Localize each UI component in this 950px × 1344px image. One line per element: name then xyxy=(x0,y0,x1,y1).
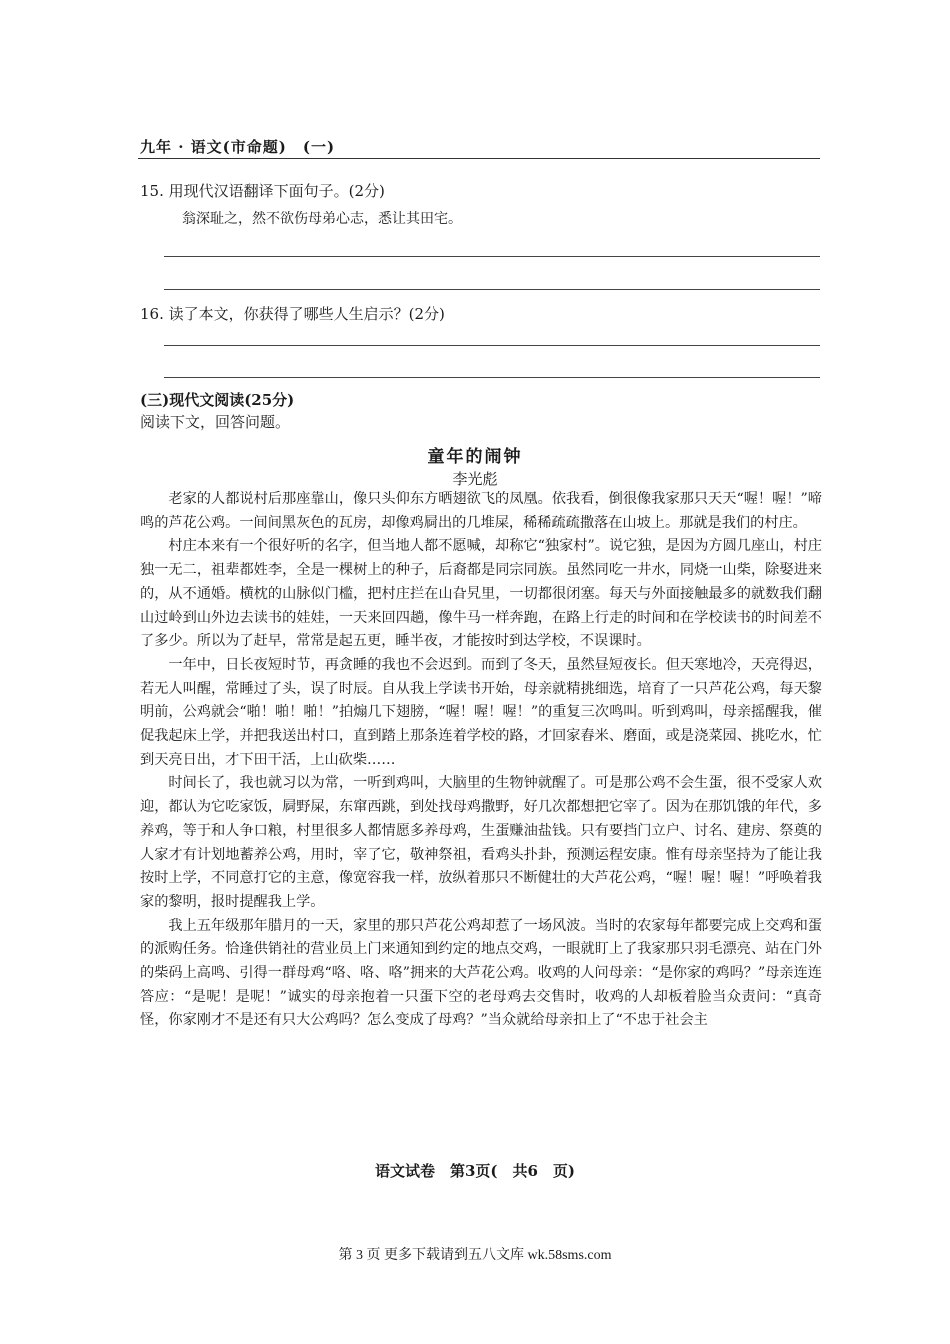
section-instruction: 阅读下文，回答问题。 xyxy=(140,413,291,431)
answer-line[interactable] xyxy=(164,345,820,346)
article-author: 李光彪 xyxy=(452,470,498,488)
article-paragraph: 村庄本来有一个很好听的名字，但当地人都不愿喊，却称它“独家村”。说它独，是因为方圆几座山，村庄独一无二，祖辈都姓李，全是一棵树上的种子，后裔都是同宗同族。虽然同吃一井水，同烧一山柴，除娶进来的，从不通婚。横枕的山脉似门槛，把村庄拦在山旮旯里，一切都很闭塞。每天与外面接触最多的就数我们翻山过岭到山外边去读书的娃娃，一天来回四趟，像牛马一样奔跑，在路上行走的时间和在学校读书的时间差不了多少。所以为了赶早，常常是起五更，睡半夜，才能按时到达学校，不误课时。 xyxy=(140,538,822,650)
page-footer: 第 3 页 更多下载请到五八文库 wk.58sms.com xyxy=(338,1248,612,1263)
header-rule xyxy=(138,158,820,159)
article-paragraph: 老家的人都说村后那座靠山，像只头仰东方晒翅欲飞的凤凰。依我看，倒很像我家那只天天“喔！喔！”啼鸣的芦花公鸡。一间间黑灰色的瓦房，却像鸡屙出的几堆屎，稀稀疏疏撒落在山坡上。那就是我们的村庄。 xyxy=(140,491,822,531)
answer-line[interactable] xyxy=(164,289,820,290)
article-body xyxy=(140,488,822,1033)
page-number-label: 语文试卷 第3页( 共6 页) xyxy=(374,1162,576,1180)
question-16-prompt: 16. 读了本文，你获得了哪些人生启示？(2分) xyxy=(140,305,445,323)
article-paragraph: 时间长了，我也就习以为常，一听到鸡叫，大脑里的生物钟就醒了。可是那公鸡不会生蛋，很不受家人欢迎，都认为它吃家饭，屙野屎，东窜西跳，到处找母鸡撒野，好几次都想把它宰了。因为在那饥饿的年代，多养鸡，等于和人争口粮，村里很多人都情愿多养母鸡，生蛋赚油盐钱。只有要挡门立户、讨名、建房、祭奠的人家才有计划地蓄养公鸡，用时，宰了它，敬神祭祖，看鸡头扑卦，预测运程安康。惟有母亲坚持为了能让我按时上学，不同意打它的主意，像宽容我一样，放纵着那只不断健壮的大芦花公鸡，“喔！喔！喔！”呼唤着我家的黎明，报时提醒我上学。 xyxy=(140,775,822,910)
answer-line[interactable] xyxy=(164,256,820,257)
question-15-prompt: 15. 用现代汉语翻译下面句子。(2分) xyxy=(140,182,385,200)
question-15-sentence: 翁深耻之，然不欲伤母弟心志，悉让其田宅。 xyxy=(182,211,462,227)
answer-line[interactable] xyxy=(164,377,820,378)
article-paragraph: 我上五年级那年腊月的一天，家里的那只芦花公鸡却惹了一场风波。当时的农家每年都要完成上交鸡和蛋的派购任务。恰逢供销社的营业员上门来通知到约定的地点交鸡，一眼就盯上了我家那只羽毛漂亮、站在门外的柴码上高鸣、引得一群母鸡“咯、咯、咯”拥来的大芦花公鸡。收鸡的人问母亲：“是你家的鸡吗？”母亲连连答应：“是呢！是呢！”诚实的母亲抱着一只蛋下空的老母鸡去交售时，收鸡的人却板着脸当众责问：“真奇怪，你家刚才不是还有只大公鸡吗？怎么变成了母鸡？”当众就给母亲扣上了“不忠于社会主 xyxy=(140,917,822,1029)
page-header: 九年 · 语文(市命题) (一) xyxy=(140,138,336,156)
article-title: 童年的闹钟 xyxy=(427,447,523,467)
section-heading: (三)现代文阅读(25分) xyxy=(140,391,295,409)
article-paragraph: 一年中，日长夜短时节，再贪睡的我也不会迟到。而到了冬天，虽然昼短夜长。但天寒地冷，天亮得迟，若无人叫醒，常睡过了头，误了时辰。自从我上学读书开始，母亲就精挑细选，培育了一只芦花公鸡，每天黎明前，公鸡就会“啪！啪！啪！”拍煽几下翅膀，“喔！喔！喔！”的重复三次鸣叫。听到鸡叫，母亲摇醒我，催促我起床上学，并把我送出村口，直到踏上那条连着学校的路，才回家舂米、磨面，或是浇菜园、挑吃水，忙到天亮日出，才下田干活，上山砍柴…… xyxy=(140,656,822,768)
